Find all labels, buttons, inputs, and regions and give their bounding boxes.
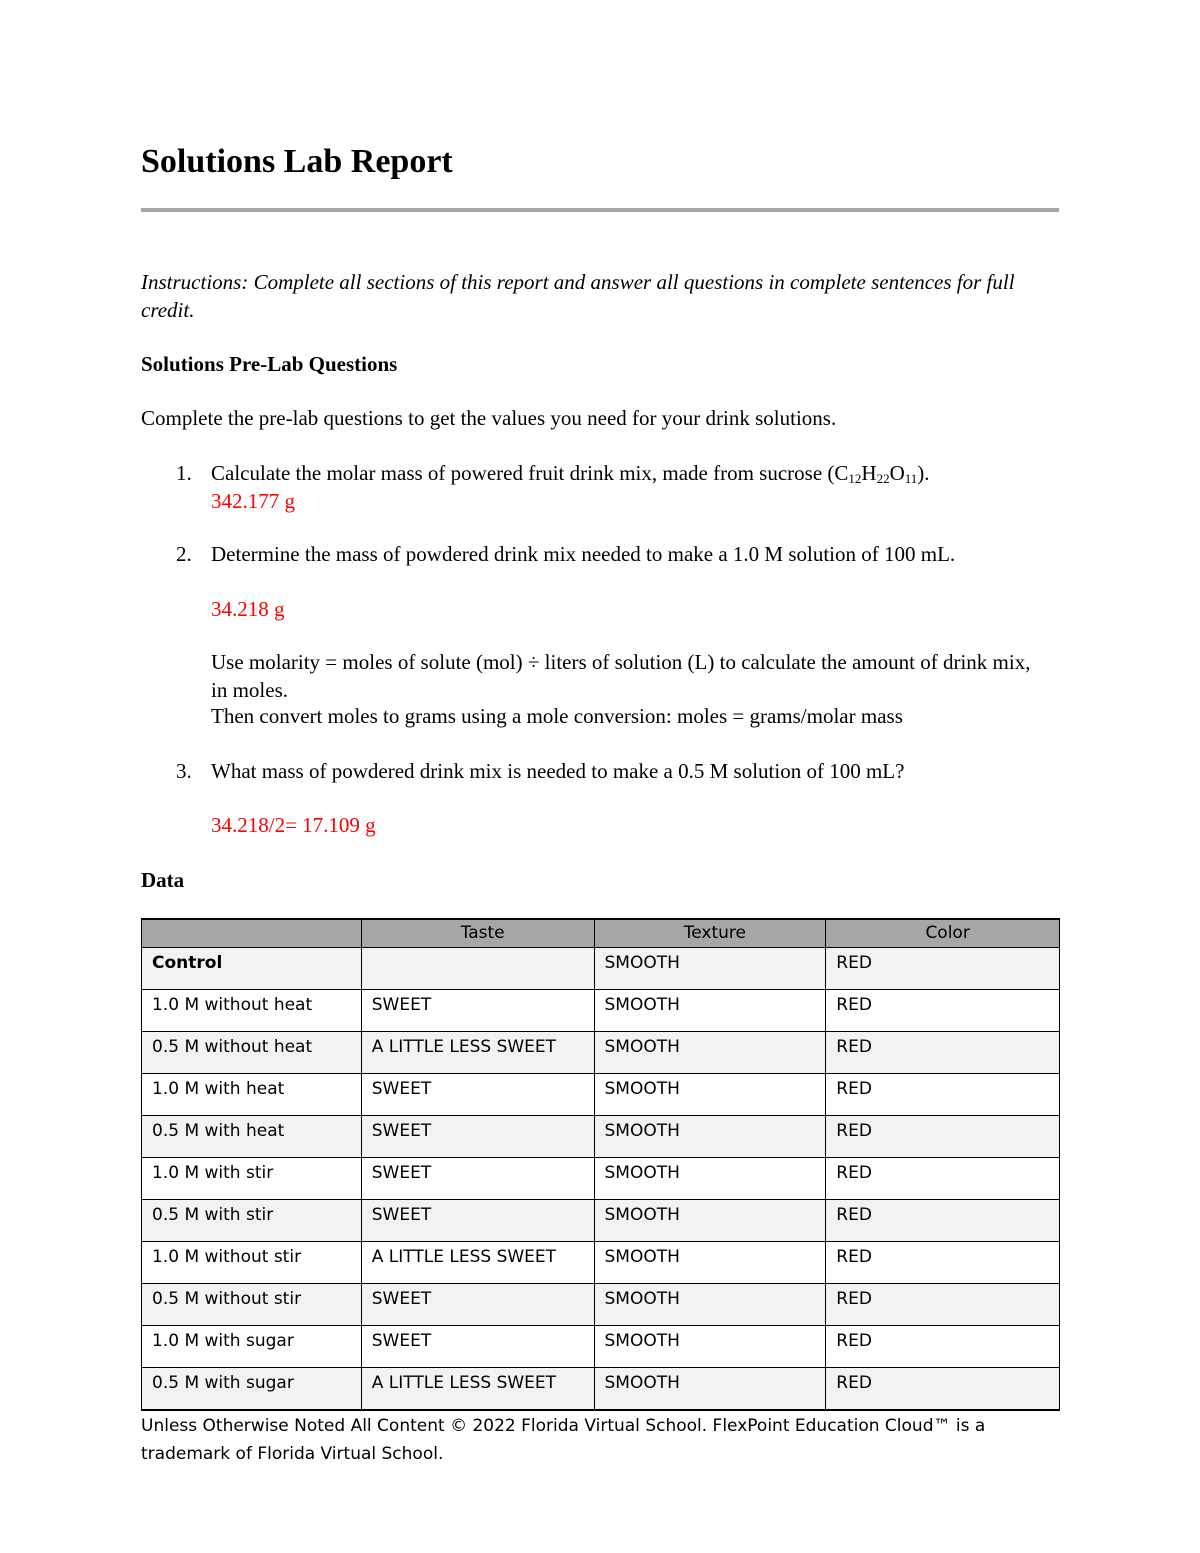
table-row	[142, 1284, 1060, 1326]
taste-cell	[361, 948, 594, 990]
texture-cell: SMOOTH	[594, 1032, 826, 1074]
question-1-answer: 342.177 g	[211, 489, 295, 513]
header-color: Color	[826, 919, 1060, 948]
instructions-text: Instructions: Complete all sections of this report and answer all questions in complete sentences for full credit.	[141, 270, 1015, 322]
table-row	[142, 1158, 1060, 1200]
table-row	[142, 948, 1060, 990]
question-2-hint-conversion: Then convert moles to grams using a mole conversion: moles = grams/molar mass	[211, 704, 903, 728]
taste-cell: SWEET	[361, 1284, 594, 1326]
table-row	[142, 990, 1060, 1032]
taste-cell: A LITTLE LESS SWEET	[361, 1032, 594, 1074]
texture-cell: SMOOTH	[594, 1368, 826, 1411]
row-label: 0.5 M with sugar	[142, 1368, 362, 1411]
texture-cell: SMOOTH	[594, 1116, 826, 1158]
table-row	[142, 1116, 1060, 1158]
table-row	[142, 1032, 1060, 1074]
texture-cell: SMOOTH	[594, 990, 826, 1032]
color-cell: RED	[826, 1074, 1060, 1116]
row-label: 0.5 M without heat	[142, 1032, 362, 1074]
taste-cell: SWEET	[361, 1116, 594, 1158]
table-row	[142, 1242, 1060, 1284]
header-texture: Texture	[594, 919, 826, 948]
table-row	[142, 1326, 1060, 1368]
question-2-hint: Use molarity = moles of solute (mol) ÷ liters of solution (L) to calculate the amount of drink mix, in moles.	[211, 650, 1031, 702]
taste-cell: SWEET	[361, 1074, 594, 1116]
table-row	[142, 1074, 1060, 1116]
color-cell: RED	[826, 1116, 1060, 1158]
prelab-heading: Solutions Pre-Lab Questions	[141, 352, 398, 376]
table-row	[142, 1368, 1060, 1411]
data-table	[141, 918, 1060, 1411]
data-heading: Data	[141, 868, 185, 892]
texture-cell: SMOOTH	[594, 1158, 826, 1200]
header-taste: Taste	[361, 919, 594, 948]
color-cell: RED	[826, 1326, 1060, 1368]
row-label: 0.5 M with stir	[142, 1200, 362, 1242]
question-1-number: 1.	[176, 461, 192, 485]
taste-cell: A LITTLE LESS SWEET	[361, 1368, 594, 1411]
question-1-text: Calculate the molar mass of powered fruit drink mix, made from sucrose $(C_{12}H_{22}O_{11})$.	[211, 461, 930, 486]
question-2-number: 2.	[176, 542, 192, 566]
question-3-number: 3.	[176, 759, 192, 783]
texture-cell: SMOOTH	[594, 1200, 826, 1242]
taste-cell: SWEET	[361, 1200, 594, 1242]
row-label: 1.0 M without stir	[142, 1242, 362, 1284]
texture-cell: SMOOTH	[594, 1284, 826, 1326]
question-3-text: What mass of powdered drink mix is needed to make a 0.5 M solution of 100 mL?	[211, 759, 905, 783]
row-label: 1.0 M with stir	[142, 1158, 362, 1200]
texture-cell: SMOOTH	[594, 1242, 826, 1284]
texture-cell: SMOOTH	[594, 1074, 826, 1116]
color-cell: RED	[826, 948, 1060, 990]
title-divider	[141, 208, 1059, 212]
table-row	[142, 1200, 1060, 1242]
color-cell: RED	[826, 1284, 1060, 1326]
taste-cell: A LITTLE LESS SWEET	[361, 1242, 594, 1284]
page-title: Solutions Lab Report	[141, 143, 453, 180]
color-cell: RED	[826, 1158, 1060, 1200]
question-2-text: Determine the mass of powdered drink mix needed to make a 1.0 M solution of 100 mL.	[211, 542, 956, 566]
taste-cell: SWEET	[361, 1158, 594, 1200]
color-cell: RED	[826, 1242, 1060, 1284]
row-label: 0.5 M with heat	[142, 1116, 362, 1158]
prelab-intro: Complete the pre-lab questions to get the values you need for your drink solutions.	[141, 406, 837, 430]
row-label: 1.0 M with sugar	[142, 1326, 362, 1368]
question-3-answer: 34.218/2= 17.109 g	[211, 813, 376, 837]
color-cell: RED	[826, 1200, 1060, 1242]
row-label: Control	[142, 948, 362, 990]
copyright-footer: Unless Otherwise Noted All Content © 2022 Florida Virtual School. FlexPoint Education Cloud™ is a trademark of Florida Virtual School.	[141, 1416, 986, 1464]
header-blank	[142, 919, 362, 948]
row-label: 1.0 M with heat	[142, 1074, 362, 1116]
taste-cell: SWEET	[361, 1326, 594, 1368]
color-cell: RED	[826, 990, 1060, 1032]
table-header-row	[142, 919, 1060, 948]
texture-cell: SMOOTH	[594, 1326, 826, 1368]
texture-cell: SMOOTH	[594, 948, 826, 990]
taste-cell: SWEET	[361, 990, 594, 1032]
color-cell: RED	[826, 1032, 1060, 1074]
row-label: 0.5 M without stir	[142, 1284, 362, 1326]
question-2-answer: 34.218 g	[211, 597, 285, 621]
row-label: 1.0 M without heat	[142, 990, 362, 1032]
color-cell: RED	[826, 1368, 1060, 1411]
